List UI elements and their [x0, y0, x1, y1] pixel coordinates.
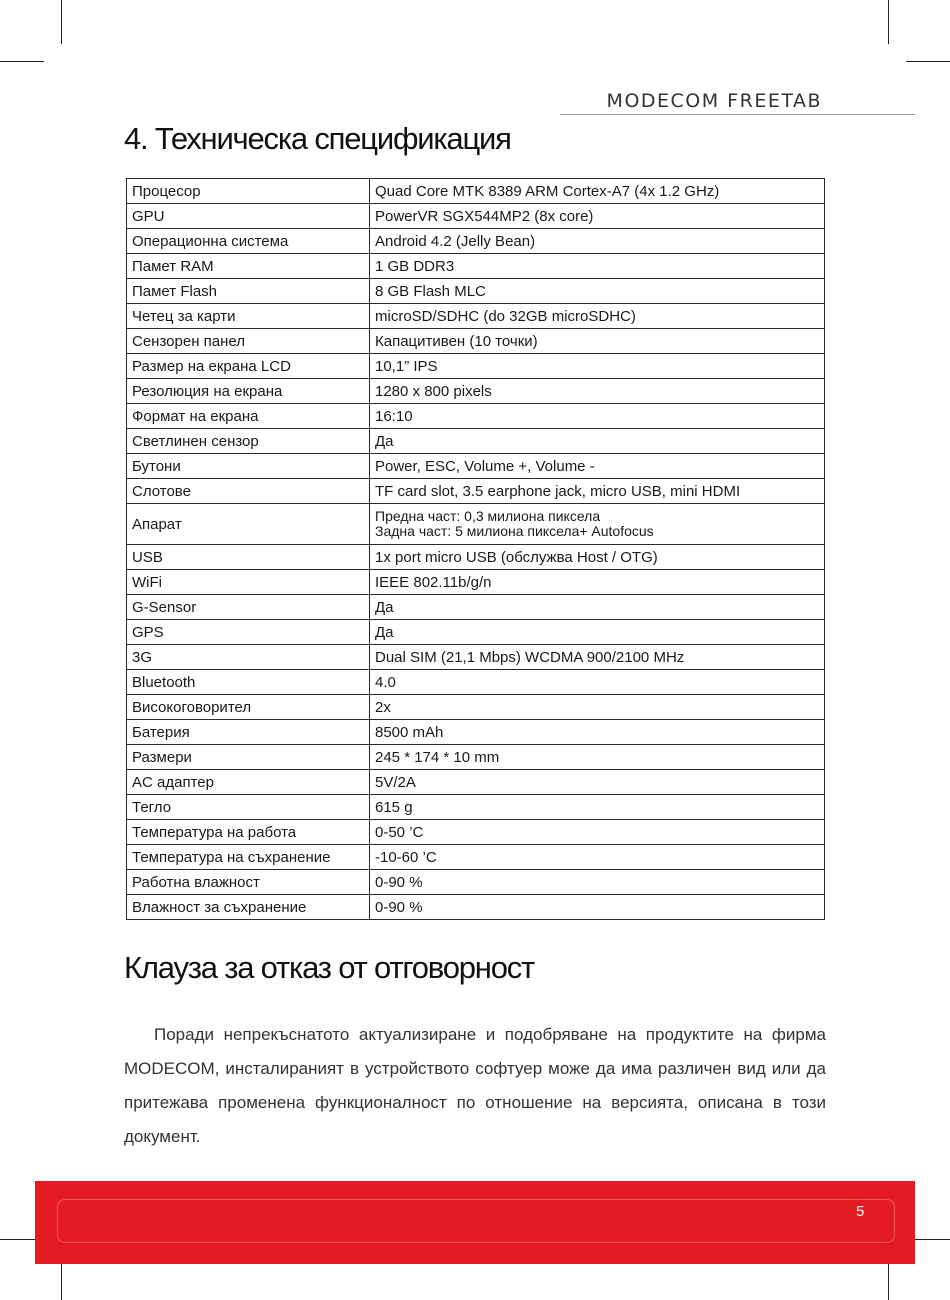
- spec-value: 245 * 174 * 10 mm: [370, 745, 825, 770]
- spec-label: USB: [127, 545, 370, 570]
- page-number: 5: [856, 1203, 866, 1220]
- spec-label: Батерия: [127, 720, 370, 745]
- spec-label: Светлинен сензор: [127, 429, 370, 454]
- spec-row: [127, 695, 825, 720]
- spec-label: Високоговорител: [127, 695, 370, 720]
- spec-label: AC адаптер: [127, 770, 370, 795]
- spec-row: [127, 254, 825, 279]
- spec-label: Операционна система: [127, 229, 370, 254]
- disclaimer-text: Поради непрекъснатото актуализиране и подобряване на продуктите на фирма MODECOM, инсталираният в устройството софтуер може да има различен вид или да притежава променена функционалност по отношение на версията, описана в този документ.: [124, 1025, 826, 1146]
- spec-label: Сензорен панел: [127, 329, 370, 354]
- spec-value: 8500 mAh: [370, 720, 825, 745]
- spec-label: Размер на екрана LCD: [127, 354, 370, 379]
- spec-row: [127, 895, 825, 920]
- spec-row: [127, 670, 825, 695]
- spec-label: Памет RAM: [127, 254, 370, 279]
- spec-value: Да: [370, 595, 825, 620]
- spec-row: [127, 745, 825, 770]
- spec-value: Dual SIM (21,1 Mbps) WCDMA 900/2100 MHz: [370, 645, 825, 670]
- spec-label: WiFi: [127, 570, 370, 595]
- header-rule: [560, 114, 915, 115]
- spec-row: [127, 429, 825, 454]
- spec-row: [127, 229, 825, 254]
- disclaimer-title: Клауза за отказ от отговорност: [124, 950, 535, 985]
- spec-label: Влажност за съхранение: [127, 895, 370, 920]
- spec-value: microSD/SDHC (do 32GB microSDHC): [370, 304, 825, 329]
- spec-row: [127, 770, 825, 795]
- spec-row: [127, 354, 825, 379]
- spec-value: -10-60 ’C: [370, 845, 825, 870]
- spec-row: [127, 720, 825, 745]
- spec-value: PowerVR SGX544MP2 (8x core): [370, 204, 825, 229]
- spec-value: 0-50 ’C: [370, 820, 825, 845]
- spec-row: [127, 504, 825, 545]
- spec-value: 1280 x 800 pixels: [370, 379, 825, 404]
- spec-label: GPU: [127, 204, 370, 229]
- spec-label: Работна влажност: [127, 870, 370, 895]
- spec-value: 16:10: [370, 404, 825, 429]
- spec-label: Bluetooth: [127, 670, 370, 695]
- spec-label: Резолюция на екрана: [127, 379, 370, 404]
- spec-row: [127, 479, 825, 504]
- spec-value: Да: [370, 429, 825, 454]
- spec-row: [127, 820, 825, 845]
- spec-row: [127, 595, 825, 620]
- spec-row: [127, 570, 825, 595]
- crop-mark: [906, 61, 950, 62]
- spec-row: [127, 279, 825, 304]
- spec-row: [127, 620, 825, 645]
- spec-value: 1x port micro USB (обслужва Host / OTG): [370, 545, 825, 570]
- spec-row: [127, 870, 825, 895]
- spec-value: 2x: [370, 695, 825, 720]
- spec-row: [127, 379, 825, 404]
- spec-label: Бутони: [127, 454, 370, 479]
- spec-label: 3G: [127, 645, 370, 670]
- spec-label: Процесор: [127, 179, 370, 204]
- spec-row: [127, 845, 825, 870]
- spec-label: Размери: [127, 745, 370, 770]
- spec-value: 10,1” IPS: [370, 354, 825, 379]
- crop-mark: [61, 0, 62, 44]
- spec-table: [126, 178, 825, 920]
- spec-label: Температура на съхранение: [127, 845, 370, 870]
- spec-row: [127, 204, 825, 229]
- spec-value: Да: [370, 620, 825, 645]
- spec-label: Тегло: [127, 795, 370, 820]
- spec-value: Quad Core MTK 8389 ARM Cortex-A7 (4x 1.2 GHz): [370, 179, 825, 204]
- crop-mark: [888, 0, 889, 44]
- crop-mark: [0, 61, 44, 62]
- spec-row: [127, 404, 825, 429]
- spec-value: 5V/2A: [370, 770, 825, 795]
- spec-row: [127, 795, 825, 820]
- spec-row: [127, 454, 825, 479]
- spec-label: GPS: [127, 620, 370, 645]
- spec-row: [127, 179, 825, 204]
- spec-label: Формат на екрана: [127, 404, 370, 429]
- spec-label: Температура на работа: [127, 820, 370, 845]
- spec-value: Power, ESC, Volume +, Volume -: [370, 454, 825, 479]
- spec-value: 615 g: [370, 795, 825, 820]
- spec-value: 4.0: [370, 670, 825, 695]
- spec-label: G-Sensor: [127, 595, 370, 620]
- spec-row: [127, 545, 825, 570]
- spec-value: 0-90 %: [370, 870, 825, 895]
- spec-label: Апарат: [127, 504, 370, 545]
- brand-header: MODECOM FREETAB: [606, 90, 822, 112]
- spec-row: [127, 329, 825, 354]
- spec-value: 1 GB DDR3: [370, 254, 825, 279]
- spec-row: [127, 304, 825, 329]
- spec-value-line: Предна част: 0,3 милиона пиксела: [375, 508, 601, 524]
- spec-value: 0-90 %: [370, 895, 825, 920]
- spec-value: 8 GB Flash MLC: [370, 279, 825, 304]
- spec-value: IEEE 802.11b/g/n: [370, 570, 825, 595]
- spec-label: Четец за карти: [127, 304, 370, 329]
- spec-row: [127, 645, 825, 670]
- spec-value: TF card slot, 3.5 earphone jack, micro USB, mini HDMI: [370, 479, 825, 504]
- spec-value: [370, 504, 825, 545]
- spec-label: Памет Flash: [127, 279, 370, 304]
- spec-value-line: Задна част: 5 милиона пиксела+ Autofocus: [375, 523, 654, 539]
- footer-inner-frame: [57, 1199, 895, 1243]
- spec-value: Капацитивен (10 точки): [370, 329, 825, 354]
- spec-value: Android 4.2 (Jelly Bean): [370, 229, 825, 254]
- spec-title: 4. Техническа спецификация: [124, 121, 511, 156]
- spec-label: Слотове: [127, 479, 370, 504]
